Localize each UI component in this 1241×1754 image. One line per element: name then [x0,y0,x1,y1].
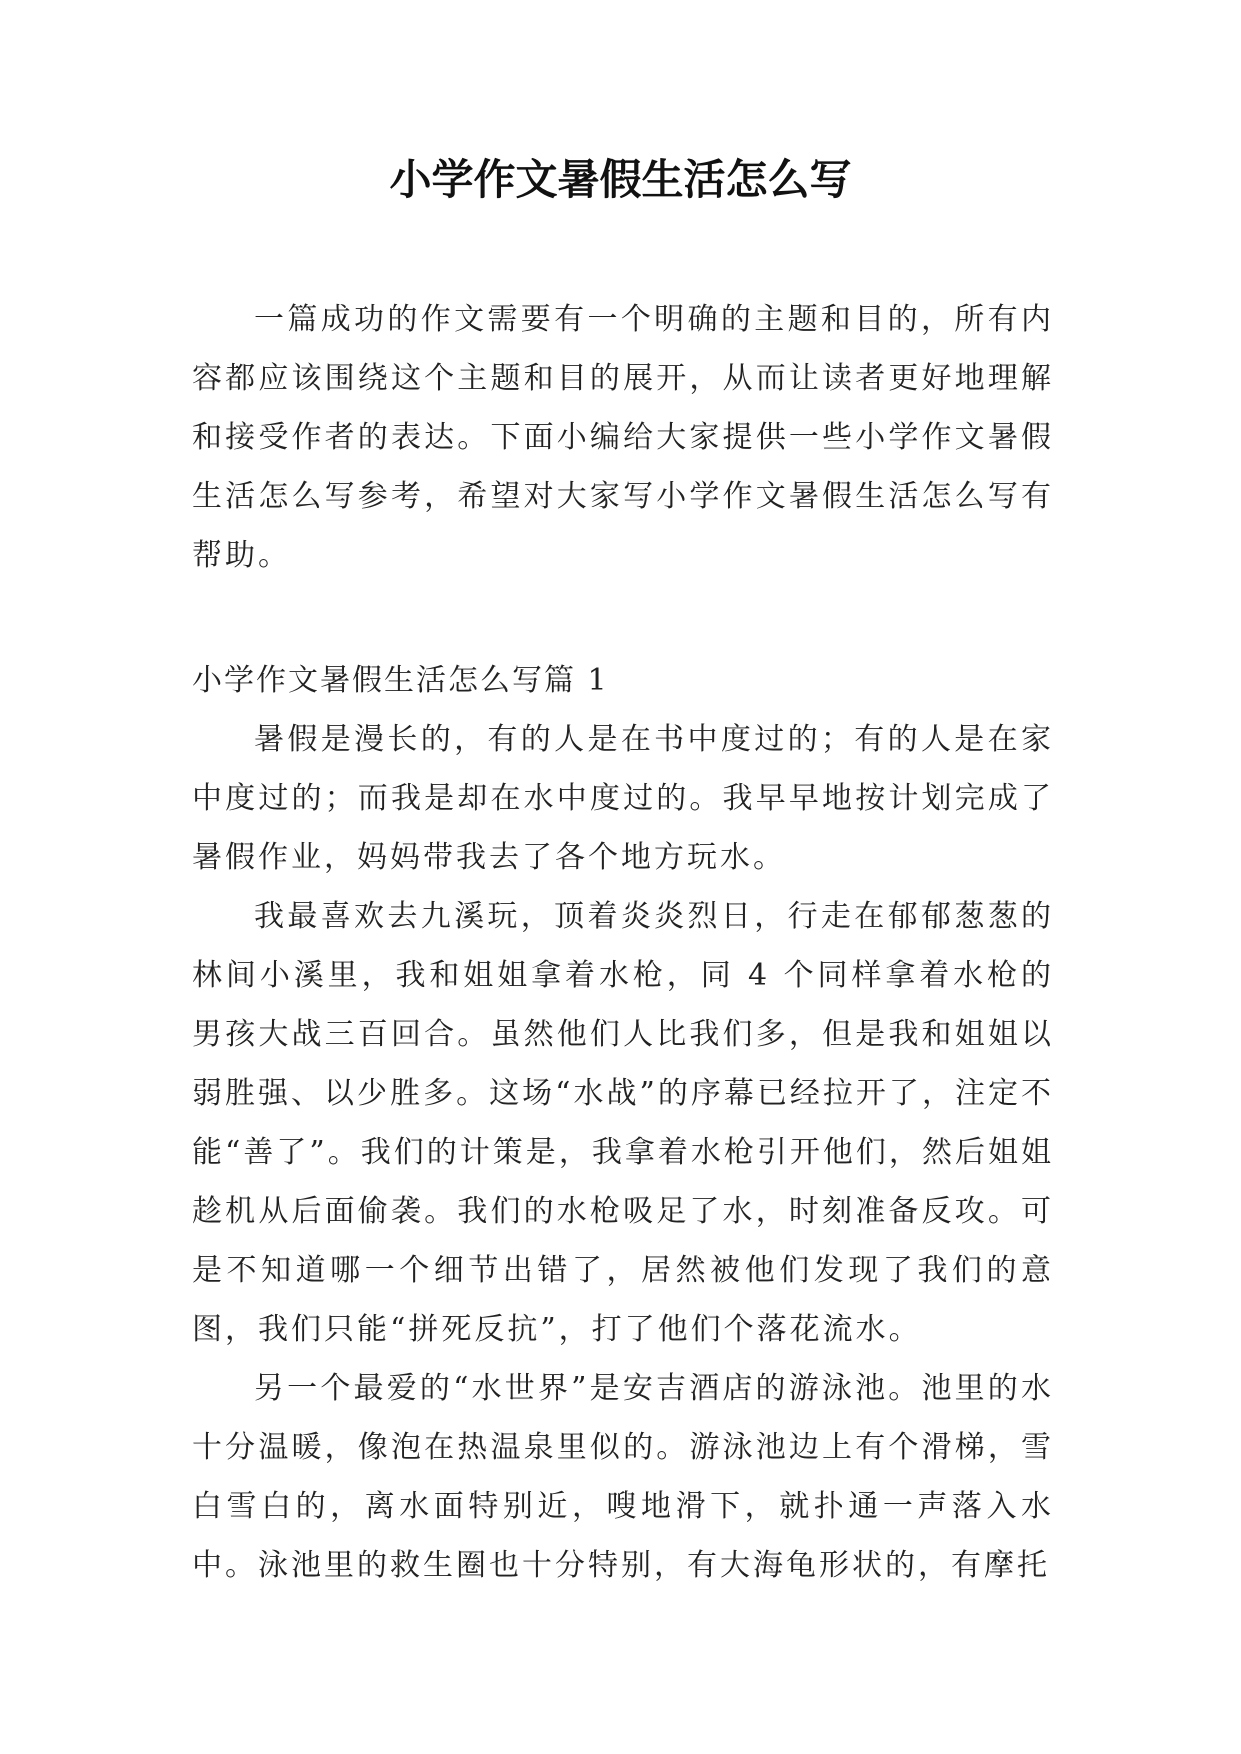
document-body [192,290,1054,1595]
document-title: 小学作文暑假生活怎么写 [389,155,852,204]
body-paragraph: 我最喜欢去九溪玩，顶着炎炎烈日，行走在郁郁葱葱的林间小溪里，我和姐姐拿着水枪，同 4 个同样拿着水枪的男孩大战三百回合。虽然他们人比我们多，但是我和姐姐以弱胜强、以少胜多。这场“水战”的序幕已经拉开了，注定不能“善了”。我们的计策是，我拿着水枪引开他们，然后姐姐趁机从后面偷袭。我们的水枪吸足了水，时刻准备反攻。可是不知道哪一个细节出错了，居然被他们发现了我们的意图，我们只能“拼死反抗”，打了他们个落花流水。 [192,899,1054,1347]
section-heading: 小学作文暑假生活怎么写篇 1 [192,663,609,698]
intro-paragraph: 一篇成功的作文需要有一个明确的主题和目的，所有内容都应该围绕这个主题和目的展开，从而让读者更好地理解和接受作者的表达。下面小编给大家提供一些小学作文暑假生活怎么写参考，希望对大家写小学作文暑假生活怎么写有帮助。 [192,302,1054,573]
body-paragraph: 另一个最爱的“水世界”是安吉酒店的游泳池。池里的水十分温暖，像泡在热温泉里似的。游泳池边上有个滑梯，雪白雪白的，离水面特别近，嗖地滑下，就扑通一声落入水中。泳池里的救生圈也十分特别，有大海龟形状的，有摩托 [192,1371,1054,1583]
body-paragraph: 暑假是漫长的，有的人是在书中度过的；有的人是在家中度过的；而我是却在水中度过的。我早早地按计划完成了暑假作业，妈妈带我去了各个地方玩水。 [192,722,1054,875]
